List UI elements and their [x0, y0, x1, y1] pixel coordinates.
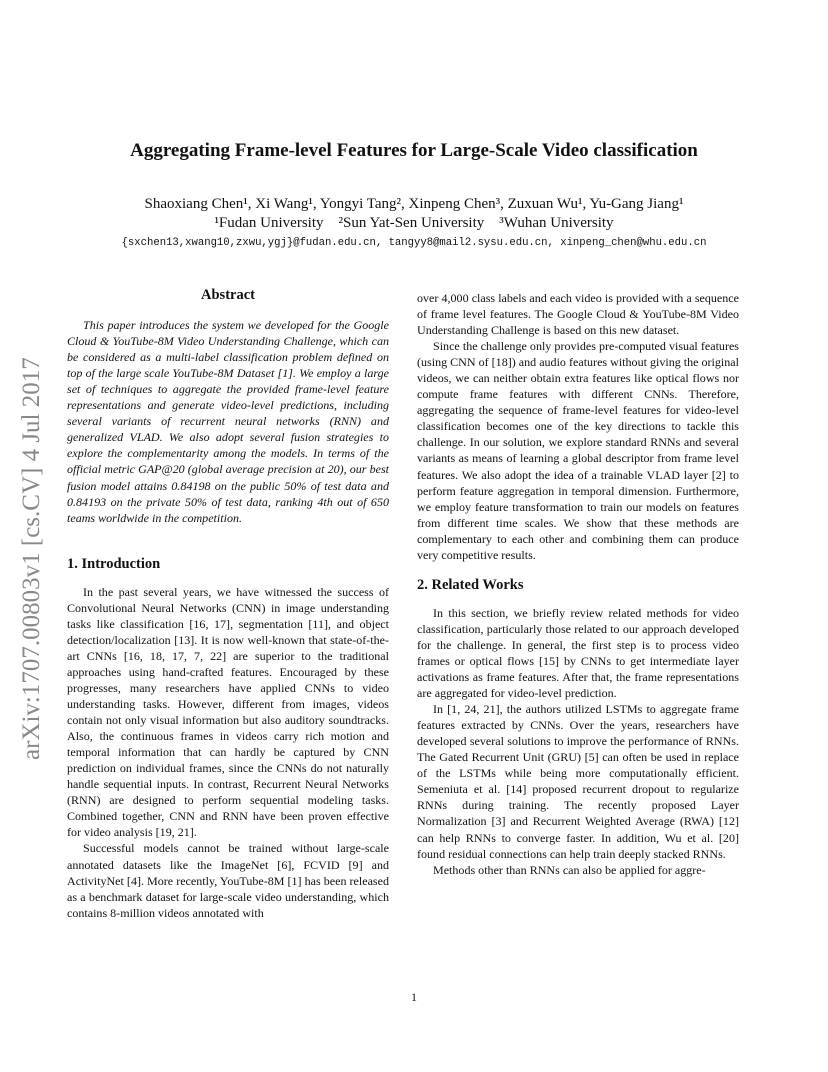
related-heading: 2. Related Works [417, 576, 524, 593]
related-paragraph-2: In [1, 24, 21], the authors utilized LSTMs to aggregate frame features extracted by CNNs. Over the years, researchers have developed several solutions to improve the performance of RNNs. The Gated Recurrent Unit (GRU) [5] can often be used in replace of the LSTMs while being more computationally efficient. Semeniuta et al. [14] proposed recurrent dropout to regularize RNNs during training. The recently proposed Layer Normalization [3] and Recurrent Weighted Average (RWA) [12] can help RNNs to converge faster. In addition, Wu et al. [20] found residual connections can help train deeply stacked RNNs. [417, 702, 739, 861]
intro-paragraph-2: Successful models cannot be trained without large-scale annotated datasets like the ImageNet [6], FCVID [9] and ActivityNet [4]. More recently, YouTube-8M [1] has been released as a benchmark dataset for large-scale video understanding, which contains 8-million videos annotated with [67, 841, 389, 920]
author-emails: {sxchen13,xwang10,zxwu,ygj}@fudan.edu.cn, tangyy8@mail2.sysu.edu.cn, xinpeng_chen@whu.edu.cn [121, 237, 707, 249]
abstract-heading: Abstract [201, 287, 255, 303]
arxiv-stamp: arXiv:1707.00803v1 [cs.CV] 4 Jul 2017 [18, 357, 45, 760]
authors-line: Shaoxiang Chen¹, Xi Wang¹, Yongyi Tang², Xinpeng Chen³, Zuxuan Wu¹, Yu-Gang Jiang¹ [144, 196, 684, 212]
affiliations-line: ¹Fudan University ²Sun Yat-Sen University ³Wuhan University [214, 215, 614, 231]
related-paragraph-3: Methods other than RNNs can also be applied for aggre- [433, 862, 706, 877]
intro-heading: 1. Introduction [67, 555, 161, 572]
intro-paragraph-1: In the past several years, we have witnessed the success of Convolutional Neural Networks (CNN) in image understanding tasks like classification [16, 17], segmentation [11], and object detection/localization [13]. It is now well-known that state-of-the-art CNNs [16, 18, 17, 7, 22] are superior to the traditional approaches using hand-crafted features. Encouraged by these progresses, many researchers have applied CNNs to video understanding tasks. However, different from images, videos contain not only visual information but also auditory soundtracks. Also, the continuous frames in videos carry rich motion and temporal information that can hardly be captured by CNN prediction on individual frames, since the CNNs do not naturally handle sequential inputs. In contrast, Recurrent Neural Networks (RNN) are designed to perform sequential modeling tasks. Combined together, CNN and RNN have been proven effective for video analysis [19, 21]. [67, 584, 389, 840]
author-block [0, 195, 828, 233]
right-column [417, 290, 739, 878]
intro-paragraph-3: over 4,000 class labels and each video is provided with a sequence of frame level features. The Google Cloud & YouTube-8M Video Understanding Challenge is based on this new dataset. [417, 291, 739, 338]
abstract-text: This paper introduces the system we developed for the Google Cloud & YouTube-8M Video Understanding Challenge, which can be considered as a multi-label classification problem defined on top of the large scale YouTube-8M Dataset [1]. We employ a large set of techniques to aggregate the provided frame-level feature representations and generate video-level predictions, including several variants of recurrent neural networks (RNN) and generalized VLAD. We also adopt several fusion strategies to explore the complementarity among the models. In terms of the official metric GAP@20 (global average precision at 20), our best fusion model attains 0.84198 on the public 50% of test data and 0.84193 on the private 50% of test data, ranking 4th out of 650 teams worldwide in the competition. [67, 318, 389, 525]
intro-paragraph-4: Since the challenge only provides pre-computed visual features (using CNN of [18]) and audio features without giving the original videos, we can neither obtain extra features like optical flows nor compute frame features with different CNNs. Therefore, aggregating the sequence of frame-level features for video-level classification becomes one of the key directions to tackle this challenge. In our solution, we explore standard RNNs and several variants as means of learning a global descriptor from frame level features. We also adopt the idea of a trainable VLAD layer [2] to perform feature aggregation in temporal dimension. Furthermore, we employ feature transformation to train our models on features from different time scales. We show that these methods are complementary to each other and combining them can produce very competitive results. [417, 339, 739, 562]
page-number: 1 [411, 990, 417, 1004]
related-paragraph-1: In this section, we briefly review related methods for video classification, particularly those related to our approach developed for the challenge. In general, the first step is to process video frames or optical flows [15] by CNNs to get intermediate layer activations as frame features. After that, the frame representations are aggregated for video-level prediction. [417, 605, 739, 701]
left-column [67, 287, 389, 921]
paper-title: Aggregating Frame-level Features for Large-Scale Video classification [130, 140, 698, 161]
